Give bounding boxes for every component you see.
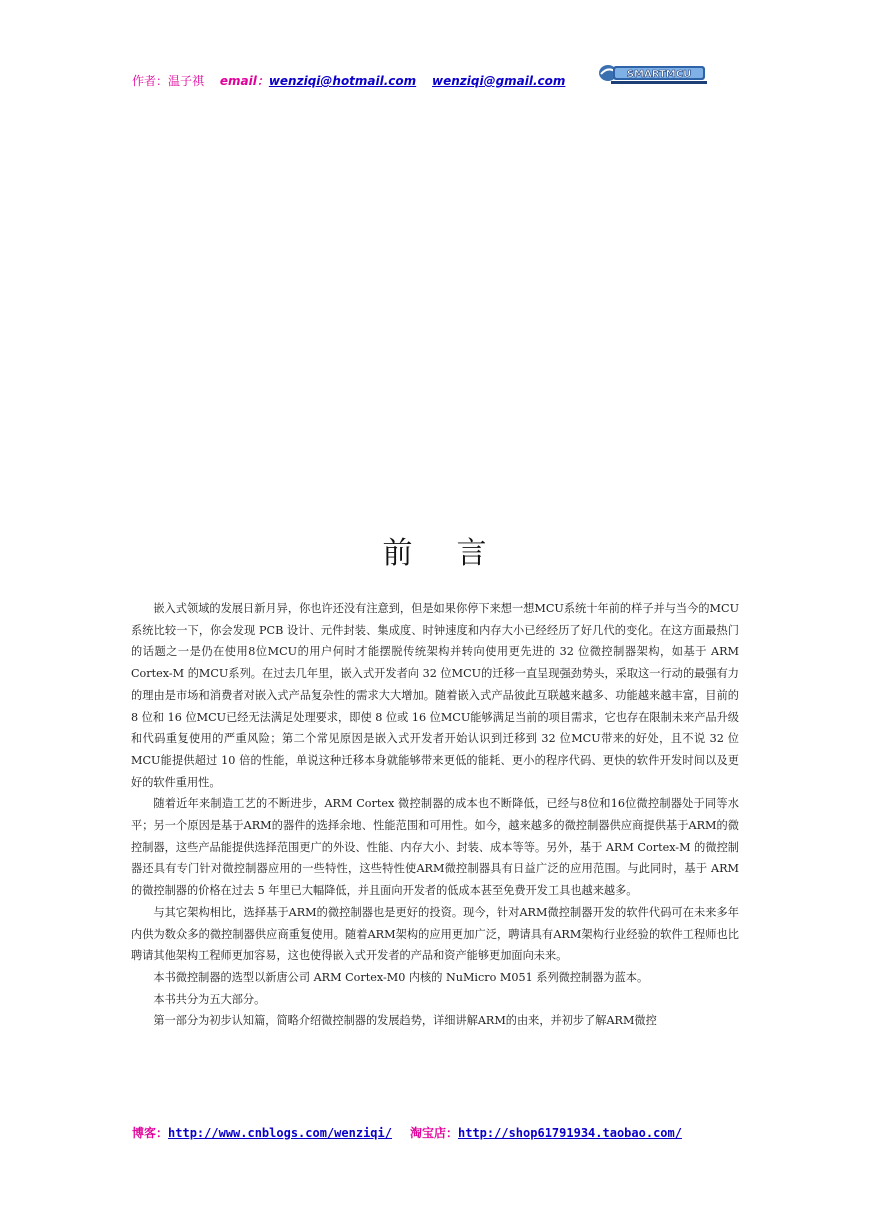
paragraph: 第一部分为初步认知篇，简略介绍微控制器的发展趋势，详细讲解ARM的由来，并初步了解ARM微控 [153,1014,657,1028]
blog-link[interactable]: http://www.cnblogs.com/wenziqi/ [168,1126,392,1140]
author-name: 温子祺 [168,74,205,88]
page-header [132,72,565,92]
paragraph: 本书共分为五大部分。 [153,992,266,1006]
paragraph: 本书微控制器的选型以新唐公司 ARM Cortex-M0 内核的 NuMicro M051 系列微控制器为蓝本。 [153,970,649,984]
author-label: 作者： [132,74,169,88]
page-title: 前言 [382,536,531,571]
blog-label: 博客： [132,1126,169,1140]
email-link-hotmail[interactable]: wenziqi@hotmail.com [268,74,417,88]
email-link-gmail[interactable]: wenziqi@gmail.com [432,74,566,88]
smartmcu-logo [597,62,709,86]
shop-link[interactable]: http://shop61791934.taobao.com/ [458,1126,682,1140]
page-footer [132,1124,682,1141]
email-label: email： [219,74,269,88]
shop-label: 淘宝店： [409,1126,458,1140]
preface-body [131,598,739,1032]
paragraph: 与其它架构相比，选择基于ARM的微控制器也是更好的投资。现今，针对ARM微控制器开发的软件代码可在未来多年内供为数众多的微控制器供应商重复使用。随着ARM架构的应用更加广泛，聘请具有ARM架构行业经验的软件工程师也比聘请其他架构工程师更加容易，这也使得嵌入式开发者的产品和资产能够更加面向未来。 [131,905,739,963]
svg-text:SMARTMCU: SMARTMCU [626,69,692,80]
paragraph: 随着近年来制造工艺的不断进步，ARM Cortex 微控制器的成本也不断降低，已经与8位和16位微控制器处于同等水平；另一个原因是基于ARM的器件的选择余地、性能范围和可用性。如今，越来越多的微控制器供应商提供基于ARM的微控制器，这些产品能提供选择范围更广的外设、性能、内存大小、封装、成本等等。另外，基于 ARM Cortex-M 的微控制器还具有专门针对微控制器应用的一些特性，这些特性使ARM微控制器具有日益广泛的应用范围。与此同时，基于 ARM 的微控制器的价格在过去 5 年里已大幅降低，并且面向开发者的低成本甚至免费开发工具也越来越多。 [131,797,739,898]
paragraph: 嵌入式领域的发展日新月异，你也许还没有注意到，但是如果你停下来想一想MCU系统十年前的样子并与当今的MCU系统比较一下，你会发现 PCB 设计、元件封装、集成度、时钟速度和内存大小已经经历了好几代的变化。在这方面最热门的话题之一是仍在使用8位MCU的用户何时才能摆脱传统架构并转向使用更先进的 32 位微控制器架构，如基于 ARM Cortex-M 的MCU系列。在过去几年里，嵌入式开发者向 32 位MCU的迁移一直呈现强劲势头，采取这一行动的最强有力的理由是市场和消费者对嵌入式产品复杂性的需求大大增加。随着嵌入式产品彼此互联越来越多、功能越来越丰富，目前的 8 位和 16 位MCU已经无法满足处理要求，即使 8 位或 16 位MCU能够满足当前的项目需求，它也存在限制未来产品升级和代码重复使用的严重风险；第二个常见原因是嵌入式开发者开始认识到迁移到 32 位MCU带来的好处，且不说 32 位MCU能提供超过 10 倍的性能，单说这种迁移本身就能够带来更低的能耗、更小的程序代码、更快的软件开发时间以及更好的软件重用性。 [131,602,739,789]
